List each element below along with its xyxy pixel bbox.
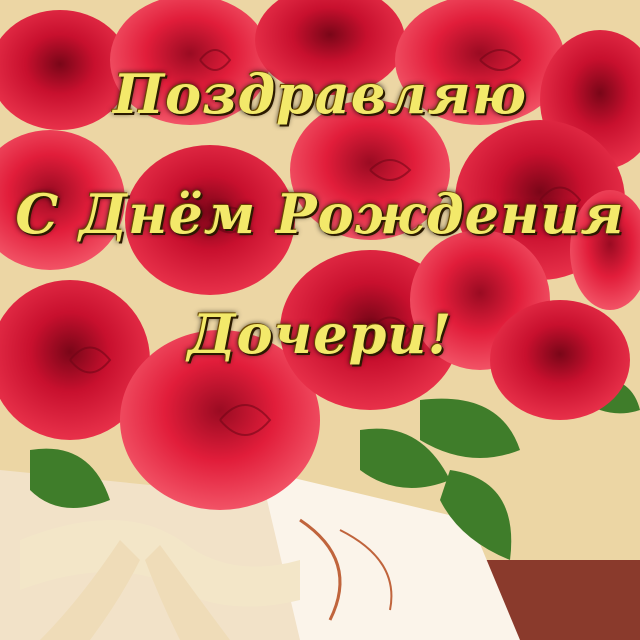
greeting-line-2: С Днём Рождения <box>15 182 625 246</box>
greeting-line-1: Поздравляю <box>113 62 527 126</box>
greeting-line-3: Дочери! <box>187 302 453 366</box>
